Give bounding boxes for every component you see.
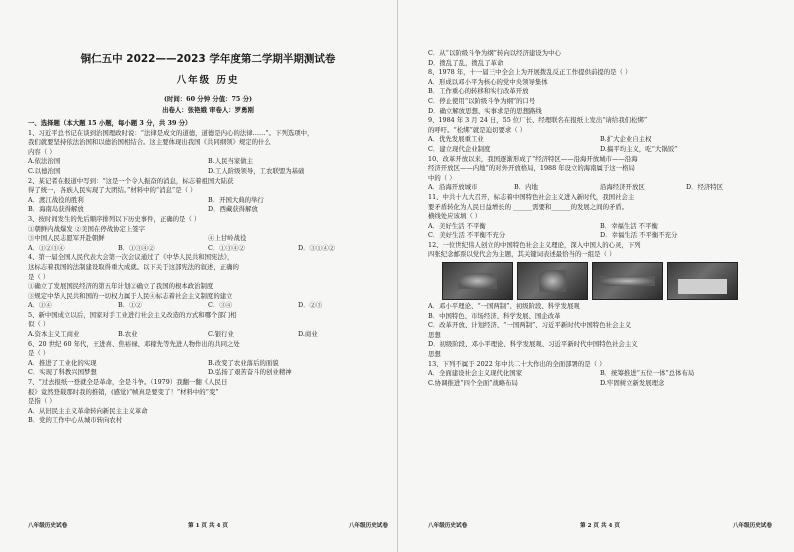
question-line: C．停止使用“以阶级斗争为纲”的口号 (428, 96, 536, 105)
question-line: 13、下列不属于 2022 年中共二十大作出的全面部署的是（ ） (428, 359, 606, 368)
answer-option: B．内地 (514, 183, 538, 192)
answer-option: D.牢固树立新发展理念 (600, 378, 665, 387)
question-line: 内容（ ） (28, 147, 56, 156)
left-page (28, 0, 388, 552)
answer-option: D．③①④② (298, 243, 336, 252)
answer-option: D．幸福生活 不平衡不充分 (600, 231, 678, 240)
question-line: 7、“过去报纸一登就全是革命，全是斗争。（1979）我翻一翻《人民日 (28, 378, 228, 387)
right-questions-top (428, 49, 772, 260)
right-questions (428, 49, 772, 388)
answer-option: C.银行业 (208, 330, 234, 339)
left-questions (28, 119, 388, 426)
question-line: 12、一位世纪伟人创立的中国特色社会主义理论，深入中国人的心灵，下列 (428, 240, 641, 249)
answer-option (208, 225, 388, 235)
answer-option: C．③④ (208, 301, 233, 310)
answer-option: C．美好生活 不平衡不充分 (428, 231, 506, 240)
answer-option: B．开国大典的举行 (208, 195, 264, 204)
answer-options (28, 368, 388, 378)
answer-options (428, 145, 772, 155)
answer-options (428, 183, 772, 193)
answer-options (28, 282, 388, 292)
answer-option: A．推进了工业化的实现 (28, 358, 97, 367)
exam-subtitle: 八年级 历史 (176, 75, 240, 86)
answer-options (28, 196, 388, 206)
answer-option: D.工人阶级领导，工农联盟为基础 (208, 166, 305, 175)
footer-label: 八年级历史试卷 (348, 523, 388, 529)
answer-option: D.弘扬了艰苦奋斗的创业精神 (208, 368, 292, 377)
answer-option: A．美好生活 不平衡 (428, 221, 486, 230)
question-line: 9、1984 年 3 月 24 日，55 位厂长、经理联名在报纸上发出“请给我们松绑” (428, 116, 648, 125)
answer-option (208, 282, 388, 292)
stamp-image (667, 262, 738, 300)
question-line: 中的（ ） (428, 173, 456, 182)
answer-options (28, 330, 388, 340)
question-line: B．工作重心的转移和实行改革开放 (428, 87, 529, 96)
answer-option: C.协调推进“四个全面”战略布局 (428, 378, 518, 387)
page-fold-line (397, 0, 398, 552)
question-line: 横线处应该填（ ） (428, 212, 482, 221)
question-line: 经济开放区——内地”的对外开放格局，1988 年设立的海南属于这一格局 (428, 164, 635, 173)
answer-options (428, 379, 772, 389)
question-line: A．从旧民主主义革命转向新民主主义革命 (28, 406, 148, 415)
answer-option: D．②③ (298, 301, 323, 310)
answer-option: C．实现了科教兴国梦想 (28, 368, 97, 377)
question-line: 四张纪念邮票以党代会为主题，其关键词表述最恰当的一组是（ ） (428, 250, 616, 259)
answer-option: A．优先发展重工业 (428, 135, 484, 144)
answer-option: C．建立现代企业制度 (428, 144, 491, 153)
question-line: 5、新中国成立以后，国家对手工业进行社会主义改造的方式和哪个部门相 (28, 310, 237, 319)
answer-options (28, 292, 388, 302)
footer-label: 八年级历史试卷 (28, 523, 68, 529)
question-line: 2、某记者在报道中写到：“这是一个令人振奋的消息，标志着祖国大陆获 (28, 176, 234, 185)
answer-options (28, 205, 388, 215)
answer-option: B.农业 (118, 330, 138, 339)
answer-options (428, 135, 772, 145)
question-line: B．中国特色、市场经济、科学发展、国企改革 (428, 311, 561, 320)
question-line: A．邓小平理论、“一国两制”、初级阶段、科学发展观 (428, 302, 580, 311)
answer-option: D.商业 (298, 330, 318, 339)
answer-option: D．西藏获得解放 (208, 205, 258, 214)
question-line: 4、第一届全国人民代表大会第一次会议通过了《中华人民共和国宪法》， (28, 253, 234, 262)
answer-option: D．经济特区 (686, 183, 724, 192)
question-line: 6、20 世纪 60 年代，王进喜、焦裕禄、邓稼先等先进人物作出的共同之处 (28, 339, 240, 348)
question-line: C．从“以阶级斗争为纲”转向以经济建设为中心 (428, 49, 561, 57)
question-line: 是（ ） (28, 272, 50, 281)
section-heading: 一、选择题（本大题 15 小题，每小题 3 分，共 39 分） (28, 119, 192, 127)
right-questions-bottom (428, 302, 772, 388)
question-line: D．拨乱了乱，拨乱了革命 (428, 58, 504, 67)
question-line: 是指（ ） (28, 397, 56, 406)
footer-page-number: 第 2 页 共 4 页 (580, 523, 620, 529)
answer-options (28, 167, 388, 177)
answer-option (208, 292, 388, 302)
question-line: 思想 (428, 330, 441, 339)
answer-option: A．全面建设社会主义现代化国家 (428, 369, 523, 378)
exam-time-score: (时间：60 分钟 分值：75 分) (163, 95, 253, 103)
footer-label: 八年级历史试卷 (428, 523, 468, 529)
answer-option: B．幸福生活 不平衡 (600, 221, 658, 230)
stamp-image (592, 262, 663, 300)
question-line: 思想 (428, 350, 441, 359)
question-line: 是（ ） (28, 349, 50, 358)
right-footer (428, 522, 772, 532)
answer-option: A．①④ (28, 301, 52, 310)
stamp-images (442, 262, 738, 300)
answer-options (28, 244, 388, 254)
answer-option: ①朝鲜内战爆发 ②美国在停战协定上签字 (28, 224, 146, 233)
answer-option: ④上甘岭战役 (208, 234, 247, 243)
answer-options (28, 301, 388, 311)
answer-option: A．①②③④ (28, 243, 65, 252)
answer-options (28, 234, 388, 244)
question-line: 1、习近平总书记在谈到治国理政时说：“法律是成文的道德，道德是内心的法律……”。下列选项中， (28, 128, 314, 137)
answer-option: B．①② (118, 301, 142, 310)
question-line: 我们就要坚持依法治国和以德治国相结合。这主要体现出我国《共同纲领》规定的什么 (28, 138, 271, 147)
answer-option: B.人民当家做主 (208, 157, 254, 166)
question-line: D．初级阶段、邓小平理论、科学发展观、习近平新时代中国特色社会主义 (428, 340, 638, 349)
answer-option: A．渡江战役的胜利 (28, 195, 84, 204)
question-line: 报》竟然登载那时我的推销，(感觉)“帧真是要变了！”材料中的“变” (28, 387, 219, 396)
answer-options (28, 359, 388, 369)
answer-option: B．海南岛获得解放 (28, 205, 84, 214)
question-line: 10、改革开放以来，我国逐渐形成了“经济特区——沿海开放城市——沿海 (428, 154, 638, 163)
answer-options (28, 225, 388, 235)
answer-option: 沿海经济开放区 (600, 183, 645, 192)
answer-option: B.改变了农业落后的面貌 (208, 358, 279, 367)
question-line: 的呼吁。“松绑”就是迫切要求（ ） (428, 125, 527, 134)
question-line: 得了统一，各族人民实现了大团结。”材料中的“消息”是（ ） (28, 186, 197, 195)
answer-option: B.扩大企业自主权 (600, 135, 652, 144)
question-line: 要矛盾转化为人民日益增长的 ______需要和______的发展之间的矛盾。 (428, 202, 629, 211)
question-line: D．确立解放思想、实事求是的思想路线 (428, 106, 542, 115)
question-line: A．形成以邓小平为核心的党中央领导集体 (428, 77, 548, 86)
answer-options (428, 231, 772, 241)
answer-options (28, 157, 388, 167)
answer-option: A.资本主义工商业 (28, 330, 80, 339)
footer-label: 八年级历史试卷 (732, 523, 772, 529)
answer-option: B．统筹推进“五位一体”总体布局 (600, 369, 695, 378)
exam-title: 铜仁五中 2022——2023 学年度第二学期半期测试卷 (80, 53, 336, 65)
answer-option: C．①③④② (208, 243, 245, 252)
answer-option: A.依法治国 (28, 157, 61, 166)
stamp-image (517, 262, 588, 300)
answer-option: ③中国人民志愿军开赴朝鲜 (28, 234, 105, 243)
answer-option: ①确立了发展国民经济的第五年计划②确立了我国的根本政治制度 (28, 282, 214, 291)
answer-options (428, 369, 772, 379)
footer-page-number: 第 1 页 共 4 页 (188, 523, 228, 529)
answer-options (428, 222, 772, 232)
right-page (428, 0, 772, 552)
question-line: B．党的工作中心从城市转向农村 (28, 416, 123, 425)
answer-option: D.搞平均主义，吃“大锅饭” (600, 144, 678, 153)
stamp-image (442, 262, 513, 300)
question-line: C．改革开放、计划经济、“一国两制”、习近平新时代中国特色社会主义 (428, 321, 632, 330)
answer-option: A．沿海开放城市 (428, 183, 478, 192)
question-line: 8、1978 年，十一届三中全会上为开展拨乱反正工作提供前提的是（ ） (428, 68, 632, 77)
exam-authors: 出卷人：张艳娥 审卷人：罗勇刚 (162, 106, 254, 114)
answer-option: C.以德治国 (28, 166, 61, 175)
left-footer (28, 522, 388, 532)
question-line: 3、按时间发生的先后顺序排列以下历史事件，正确的是（ ） (28, 214, 201, 223)
answer-option: B．①③④② (118, 243, 155, 252)
answer-option: ③规定中华人民共和国的一切权力属于人民④标志着社会主义制度的建立 (28, 291, 233, 300)
question-line: 11、中共十九大召开，标志着中国特色社会主义进入新时代，我国社会主 (428, 192, 635, 201)
question-line: 这标志着我国的法制建设取得重大成就。以下关于这部宪法的叙述，正确的 (28, 262, 239, 271)
question-line: 似（ ） (28, 320, 50, 329)
